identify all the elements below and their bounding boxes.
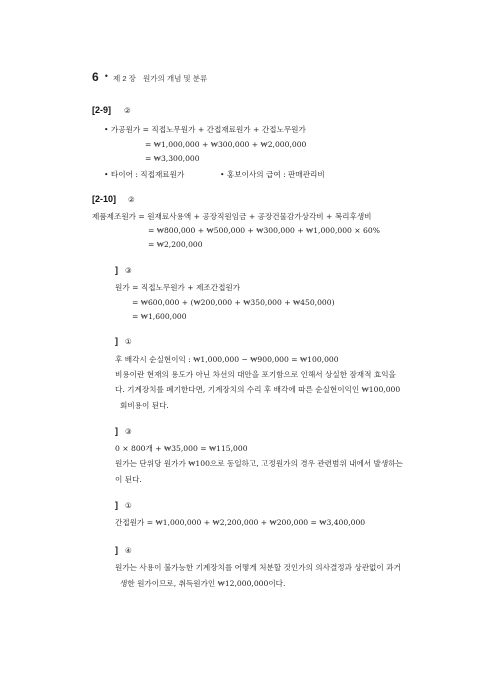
s2-line-1: 후 배각시 순실현이익 : ₩1,000,000 − ₩900,000 = ₩100,000 <box>115 355 339 364</box>
s4-line-1: 간접원가 = ₩1,000,000 + ₩2,200,000 + ₩200,000 = ₩3,400,000 <box>115 518 366 527</box>
s1-line-1: 원가 = 직접노무원가 + 제조간접원가 <box>115 283 241 292</box>
s5-line-1: 원가는 사용이 불가능한 기계장치를 어떻게 처분할 것인가의 의사결정과 상관없이 과거 <box>115 563 401 572</box>
s2-line-3: 다. 기계장치를 폐기한다면, 기계장치의 수리 후 배각에 따른 순실현이익인 ₩100,000 <box>115 385 401 394</box>
page-number: 6 <box>92 70 99 84</box>
s3-answer: ③ <box>125 427 132 436</box>
s2-line-2: 비용이란 현재의 용도가 아닌 차선의 대안을 포기함으로 인해서 상실한 잠재적 효익을 <box>115 370 396 379</box>
s3-line-3: 이 된다. <box>115 475 142 484</box>
header-bullet: • <box>104 72 109 81</box>
s1-bracket: ] <box>115 265 118 275</box>
s5-line-2: 생한 원가이므로, 취득원가인 ₩12,000,000이다. <box>120 579 286 588</box>
q2-9-line-4a: • 타이어 : 직접재료원가 <box>104 170 185 179</box>
s3-line-1: 0 × 800개 + ₩35,000 = ₩115,000 <box>115 444 248 453</box>
question-2-9-answer: ② <box>124 106 131 115</box>
question-2-10-heading: [2-10] <box>92 194 117 204</box>
s5-answer: ④ <box>125 546 132 555</box>
s3-line-2: 원가는 단위당 원가가 ₩100으로 동일하고, 고정원가의 경우 관련범위 내에서 발생하는 <box>115 459 403 468</box>
q2-10-line-2: = ₩800,000 + ₩500,000 + ₩300,000 + ₩1,000,000 × 60% <box>148 226 380 235</box>
s1-line-2: = ₩600,000 + (₩200,000 + ₩350,000 + ₩450,000) <box>132 298 335 307</box>
chapter-label: 제 2 장 <box>113 74 136 83</box>
s2-bracket: ] <box>115 336 118 346</box>
question-2-10-answer: ② <box>128 195 135 204</box>
s4-bracket: ] <box>115 500 118 510</box>
q2-9-line-4b: • 홍보이사의 급여 : 판매관리비 <box>220 170 325 179</box>
s1-answer: ③ <box>125 266 132 275</box>
s4-answer: ① <box>125 501 132 510</box>
chapter-title: 원가의 개념 및 분류 <box>143 74 208 83</box>
q2-9-line-3: = ₩3,300,000 <box>145 154 200 163</box>
s1-line-3: = ₩1,600,000 <box>132 312 187 321</box>
s2-answer: ① <box>125 337 132 346</box>
q2-10-line-3: = ₩2,200,000 <box>148 240 203 249</box>
q2-9-line-1: • 가공원가 = 직접노무원가 + 간접재료원가 + 간접노무원가 <box>104 125 306 134</box>
question-2-9-heading: [2-9] <box>92 105 112 115</box>
s5-bracket: ] <box>115 545 118 555</box>
s2-line-4: 회비용이 된다. <box>120 401 169 410</box>
q2-9-line-2: = ₩1,000,000 + ₩300,000 + ₩2,000,000 <box>145 140 307 149</box>
s3-bracket: ] <box>115 426 118 436</box>
q2-10-line-1: 제품제조원가 = 원재료사용액 + 공장직원임금 + 공장건물감가상각비 + 복리후생비 <box>92 212 372 221</box>
